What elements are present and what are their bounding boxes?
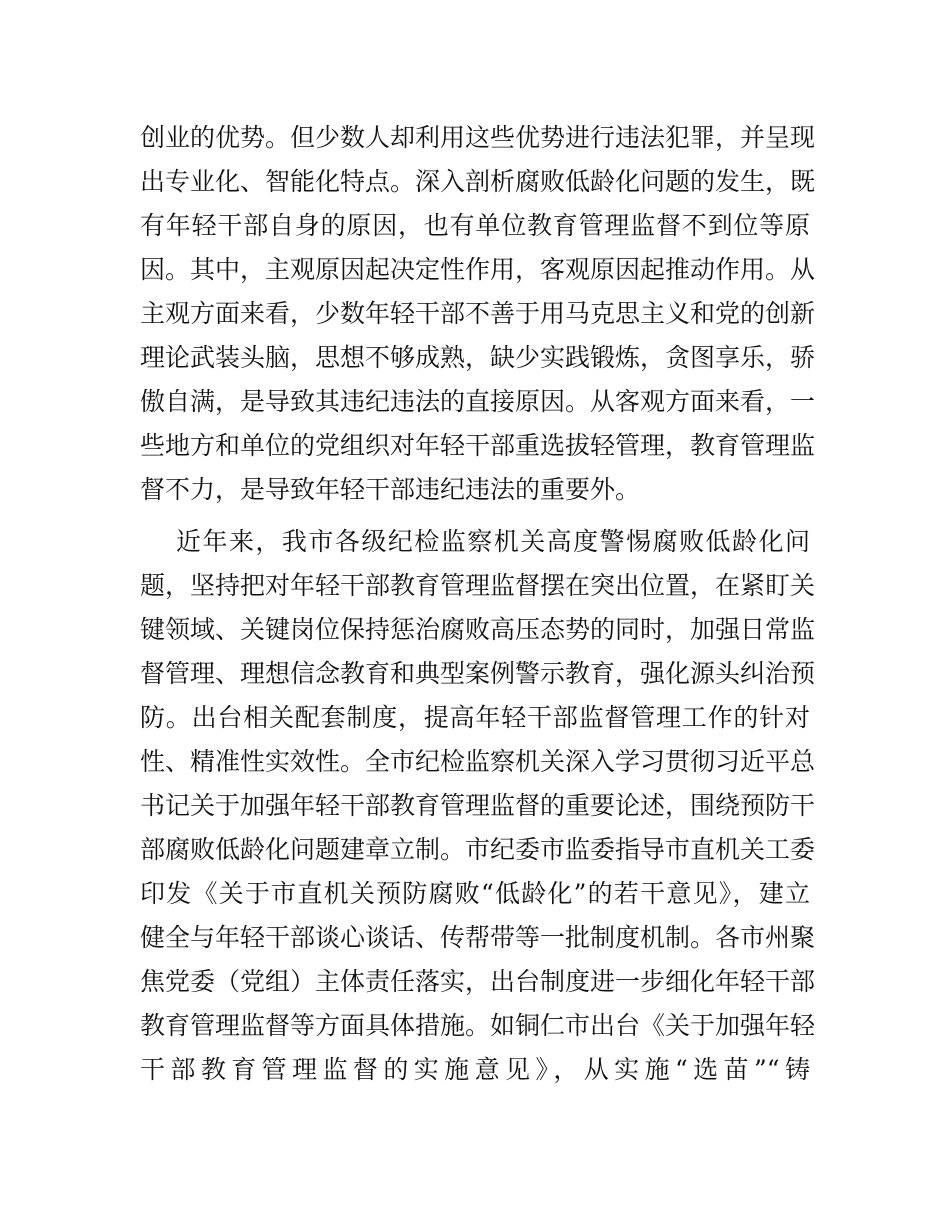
text-line: 书记关于加强年轻干部教育管理监督的重要论述，围绕预防干 (140, 791, 816, 820)
text-line: 印发《关于市直机关预防腐败“低龄化”的若干意见》，建立 (140, 879, 810, 908)
text-line: 教育管理监督等方面具体措施。如铜仁市出台《关于加强年轻 (140, 1011, 816, 1040)
text-line: 主观方面来看，少数年轻干部不善于用马克思主义和党的创新 (140, 299, 816, 328)
text-line: 健全与年轻干部谈心谈话、传帮带等一批制度机制。各市州聚 (140, 923, 816, 952)
text-line: 有年轻干部自身的原因，也有单位教育管理监督不到位等原 (140, 211, 810, 240)
text-line: 干部教育管理监督的实施意见》，从实施“选苗”“铸 (140, 1055, 810, 1084)
text-line: 些地方和单位的党组织对年轻干部重选拔轻管理，教育管理监 (140, 431, 816, 460)
text-line: 因。其中，主观原因起决定性作用，客观原因起推动作用。从 (140, 255, 816, 284)
text-line: 督不力，是导致年轻干部违纪违法的重要外。 (140, 475, 641, 504)
text-line: 理论武装头脑，思想不够成熟，缺少实践锻炼，贪图享乐，骄 (140, 343, 816, 372)
text-line: 防。出台相关配套制度，提高年轻干部监督管理工作的针对 (140, 703, 810, 732)
text-line: 部腐败低龄化问题建章立制。市纪委市监委指导市直机关工委 (140, 835, 816, 864)
text-line: 傲自满，是导致其违纪违法的直接原因。从客观方面来看，一 (140, 387, 816, 416)
text-line: 出专业化、智能化特点。深入剖析腐败低龄化问题的发生，既 (140, 167, 816, 196)
text-line: 近年来，我市各级纪检监察机关高度警惕腐败低龄化问 (176, 527, 810, 556)
text-line: 督管理、理想信念教育和典型案例警示教育，强化源头纠治预 (140, 659, 816, 688)
text-line: 题，坚持把对年轻干部教育管理监督摆在突出位置，在紧盯关 (140, 571, 816, 600)
text-line: 性、精准性实效性。全市纪检监察机关深入学习贯彻习近平总 (140, 747, 816, 776)
text-line: 创业的优势。但少数人却利用这些优势进行违法犯罪，并呈现 (140, 123, 816, 152)
text-line: 键领域、关键岗位保持惩治腐败高压态势的同时，加强日常监 (140, 615, 816, 644)
text-line: 焦党委（党组）主体责任落实，出台制度进一步细化年轻干部 (140, 967, 816, 996)
